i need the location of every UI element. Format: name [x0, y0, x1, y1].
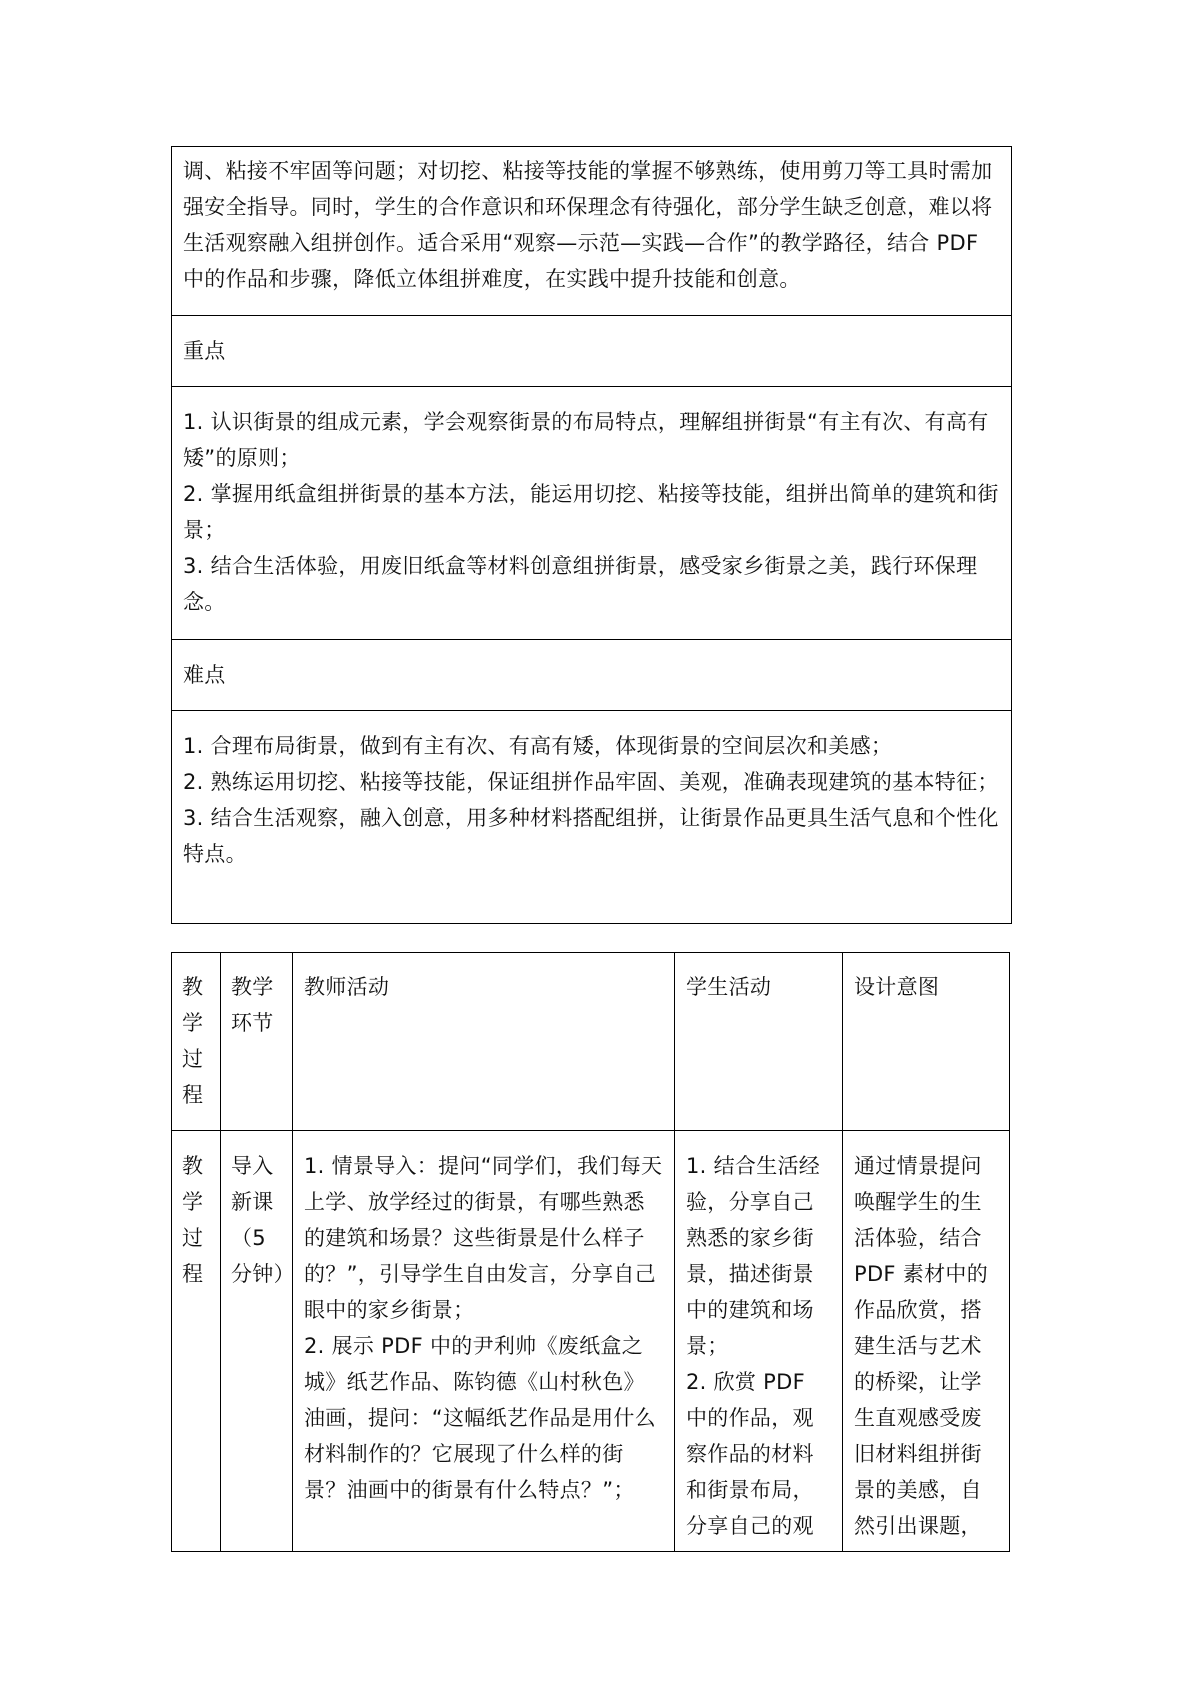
- key-point-item: 2. 掌握用纸盒组拼街景的基本方法，能运用切挖、粘接等技能，组拼出简单的建筑和街景；: [183, 482, 999, 542]
- difficulty-item: 2. 熟练运用切挖、粘接等技能，保证组拼作品牢固、美观，准确表现建筑的基本特征；: [183, 770, 999, 794]
- difficulty-item: 3. 结合生活观察，融入创意，用多种材料搭配组拼，让街景作品更具生活气息和个性化特点。: [183, 806, 999, 866]
- lesson-info-box: [171, 146, 1012, 924]
- row-student-activity: [686, 1148, 832, 1548]
- student-activity-item: 1. 结合生活经验，分享自己熟悉的家乡街景，描述街景中的建筑和场景；: [686, 1154, 821, 1358]
- row-stage: [231, 1148, 295, 1548]
- teaching-process-table: [171, 952, 1010, 1552]
- key-point-item: 3. 结合生活体验，用废旧纸盒等材料创意组拼街景，感受家乡街景之美，践行环保理念。: [183, 554, 978, 614]
- student-activity-item: 2. 欣赏 PDF 中的作品，观察作品的材料和街景布局，分享自己的观: [686, 1370, 814, 1538]
- header-teacher: [304, 969, 664, 1005]
- header-teacher-label: 教师活动: [304, 975, 390, 999]
- row-divider: [172, 1130, 1009, 1131]
- row-process: [182, 1148, 214, 1548]
- difficulties-heading-section: [172, 657, 1011, 693]
- teacher-activity-item: 1. 情景导入：提问“同学们，我们每天上学、放学经过的街景，有哪些熟悉的建筑和场景？这些街景是什么样子的？”，引导学生自由发言，分享自己眼中的家乡街景；: [304, 1154, 663, 1322]
- section-divider: [172, 710, 1011, 711]
- difficulty-item: 1. 合理布局街景，做到有主有次、有高有矮，体现街景的空间层次和美感；: [183, 734, 893, 758]
- section-divider: [172, 386, 1011, 387]
- header-stage-label: 教学环节: [231, 975, 274, 1035]
- header-intent-label: 设计意图: [854, 975, 940, 999]
- header-process-label: 教学过程: [182, 975, 204, 1107]
- column-divider: [674, 953, 675, 1551]
- difficulties-list: [172, 728, 1011, 872]
- header-intent: [854, 969, 1004, 1005]
- header-student-label: 学生活动: [686, 975, 772, 999]
- row-design-intent: [854, 1148, 1000, 1548]
- row-stage-label: 导入新课（5分钟）: [231, 1154, 295, 1286]
- column-divider: [842, 953, 843, 1551]
- difficulties-heading: 难点: [183, 663, 226, 687]
- key-points-list: [172, 404, 1011, 620]
- key-point-item: 1. 认识街景的组成元素，学会观察街景的布局特点，理解组拼街景“有主有次、有高有矮”的原则；: [183, 410, 989, 470]
- key-points-heading: 重点: [183, 339, 226, 363]
- teacher-activity-item: 2. 展示 PDF 中的尹利帅《废纸盒之城》纸艺作品、陈钧德《山村秋色》油画，提问：“这幅纸艺作品是用什么材料制作的？它展现了什么样的街景？油画中的街景有什么特点？”；: [304, 1334, 656, 1502]
- column-divider: [220, 953, 221, 1551]
- section-divider: [172, 639, 1011, 640]
- column-divider: [292, 953, 293, 1551]
- header-student: [686, 969, 836, 1005]
- design-intent-text: 通过情景提问唤醒学生的生活体验，结合 PDF 素材中的作品欣赏，搭建生活与艺术的桥梁，让学生直观感受废旧材料组拼街景的美感，自然引出课题，: [854, 1154, 988, 1538]
- key-points-heading-section: [172, 333, 1011, 369]
- learner-analysis-text: 调、粘接不牢固等问题；对切挖、粘接等技能的掌握不够熟练，使用剪刀等工具时需加强安全指导。同时，学生的合作意识和环保理念有待强化，部分学生缺乏创意，难以将生活观察融入组拼创作。适合采用“观察—示范—实践—合作”的教学路径，结合 PDF 中的作品和步骤，降低立体组拼难度，在实践中提升技能和创意。: [183, 159, 993, 291]
- header-stage: [231, 969, 287, 1041]
- row-teacher-activity: [304, 1148, 666, 1548]
- row-process-label: 教学过程: [182, 1154, 204, 1286]
- learner-analysis-section: [172, 153, 1011, 297]
- section-divider: [172, 315, 1011, 316]
- header-process: [182, 969, 214, 1113]
